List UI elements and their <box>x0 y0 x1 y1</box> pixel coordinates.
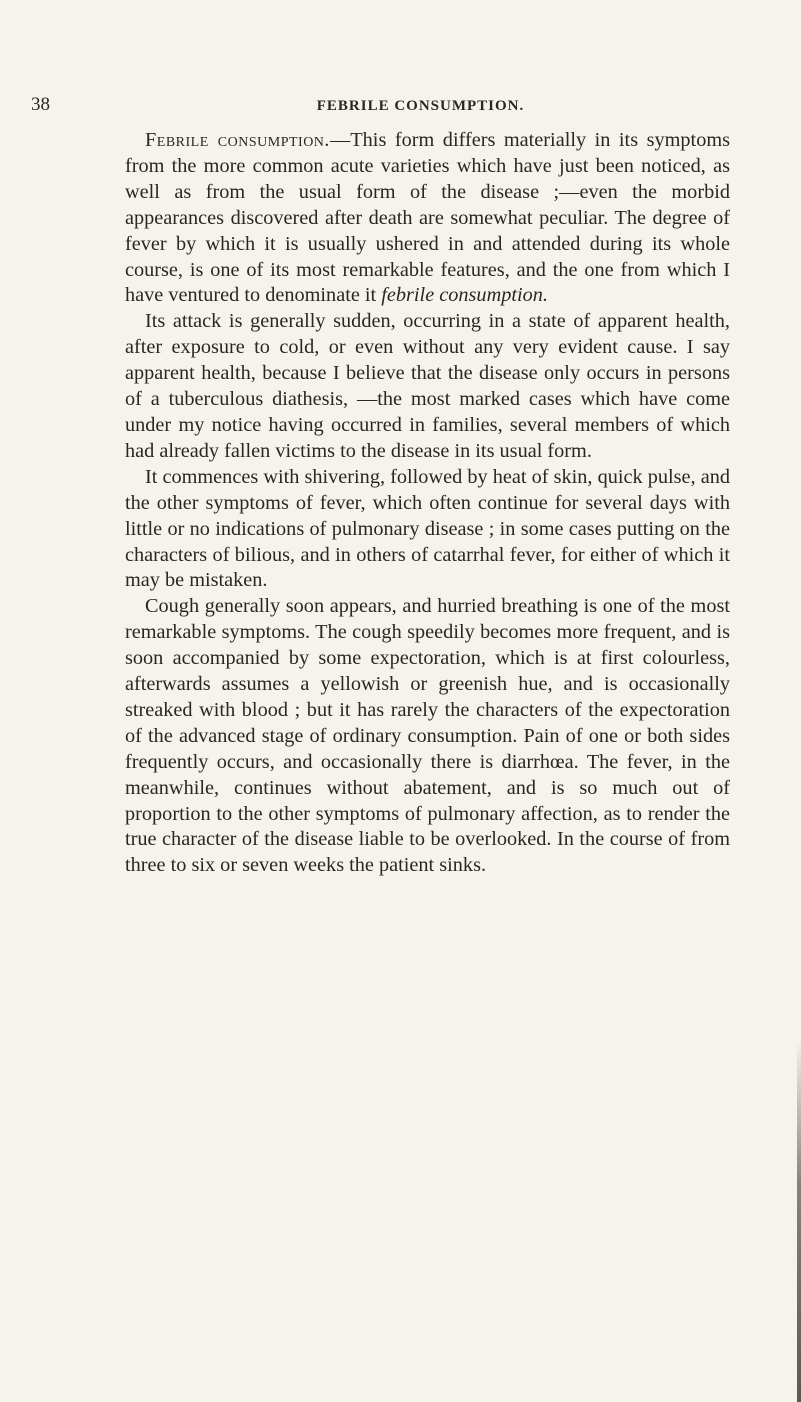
section-lead: Febrile consumption. <box>145 129 330 151</box>
paragraph-text: —This form differs materially in its symptoms from the more common acute varieties which have just been noticed, as well as from the usual form of the disease ;—even the morbid appearances discovered after death are somewhat peculiar. The degree of fever by which it is usually ushered in and attended during its whole course, is one of its most remarkable features, and the one from which I have ventured to denominate it <box>125 129 730 307</box>
paragraph: Its attack is generally sudden, occurring in a state of apparent health, after exposure to cold, or even without any very evident cause. I say apparent health, because I believe that the disease only occurs in persons of a tuberculous diathesis, —the most marked cases which have come under my notice having occurred in families, several members of which had already fallen victims to the disease in its usual form. <box>125 310 730 462</box>
paragraph <box>125 128 730 309</box>
body-text <box>125 128 730 879</box>
paragraph: Cough generally soon appears, and hurried breathing is one of the most remarkable symptoms. The cough speedily becomes more frequent, and is soon accompanied by some expectoration, which is at first colourless, afterwards assumes a yellowish or greenish hue, and is occasionally streaked with blood ; but it has rarely the characters of the expectoration of the advanced stage of ordinary consumption. Pain of one or both sides frequently occurs, and occasionally there is diarrhœa. The fever, in the meanwhile, continues without abatement, and is so much out of proportion to the other symptoms of pulmonary affection, as to render the true character of the disease liable to be overlooked. In the course of from three to six or seven weeks the patient sinks. <box>125 595 730 877</box>
running-head-title: FEBRILE CONSUMPTION. <box>316 98 525 114</box>
emphasized-term: febrile consumption. <box>381 284 548 307</box>
page-edge-shadow <box>797 1040 801 1402</box>
paragraph: It commences with shivering, followed by heat of skin, quick pulse, and the other symptoms of fever, which often continue for several days with little or no indications of pulmonary disease ; in some cases putting on the characters of bilious, and in others of catarrhal fever, for either of which it may be mistaken. <box>125 465 730 592</box>
running-head <box>0 96 801 116</box>
page-number: 38 <box>31 94 50 115</box>
